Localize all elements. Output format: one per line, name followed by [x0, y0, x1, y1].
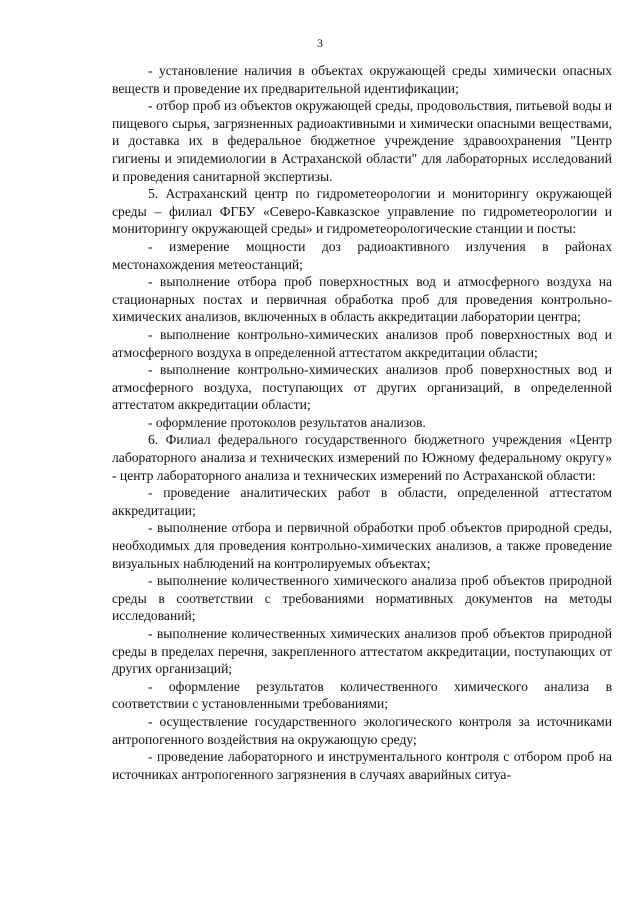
paragraph: - оформление протоколов результатов анализов.	[148, 414, 426, 430]
paragraph: - выполнение контрольно-химических анализов проб поверхностных вод и атмосферного воздуха, поступающих от других организаций, в определенной аттестатом аккредитации области;	[112, 362, 612, 413]
paragraph: - проведение лабораторного и инструментального контроля с отбором проб на источниках антропогенного загрязнения в случаях аварийных ситуа-	[112, 749, 612, 782]
paragraph: - измерение мощности доз радиоактивного излучения в районах местонахождения метеостанций;	[112, 238, 612, 272]
document-body	[112, 62, 612, 783]
paragraph: - отбор проб из объектов окружающей среды, продовольствия, питьевой воды и пищевого сырья, загрязненных радиоактивными и химически опасными веществами, и доставка их в федеральное бюджетное учреждение здравоохранения "Центр гигиены и эпидемиологии в Астраханской области" для лабораторных исследований и проведения санитарной экспертизы.	[112, 98, 612, 184]
paragraph: - выполнение количественных химических анализов проб объектов природной среды в пределах перечня, закрепленного аттестатом аккредитации, поступающих от других организаций;	[112, 626, 612, 677]
paragraph: - выполнение отбора и первичной обработки проб объектов природной среды, необходимых для проведения контрольно-химических анализов, а также проведение визуальных наблюдений на контролируемых объектах;	[112, 520, 612, 571]
paragraph: - установление наличия в объектах окружающей среды химически опасных веществ и проведение их предварительной идентификации;	[112, 63, 612, 96]
paragraph: 5. Астраханский центр по гидрометеорологии и мониторингу окружающей среды – филиал ФГБУ «Северо-Кавказское управление по гидрометеорологии и мониторингу окружающей среды» и гидрометеорологические станции и посты:	[112, 186, 612, 237]
paragraph: - выполнение контрольно-химических анализов проб поверхностных вод и атмосферного воздуха в определенной аттестатом аккредитации области;	[112, 326, 612, 360]
page-number: 3	[317, 36, 323, 50]
paragraph: - оформление результатов количественного химического анализа в соответствии с установленными требованиями;	[112, 678, 612, 712]
paragraph: - выполнение количественного химического анализа проб объектов природной среды в соответствии с требованиями нормативных документов на методы исследований;	[112, 573, 612, 624]
paragraph: 6. Филиал федерального государственного бюджетного учреждения «Центр лабораторного анализа и технических измерений по Южному федеральному округу» - центр лабораторного анализа и технических измерений по Астраханской области:	[112, 432, 612, 483]
paragraph: - выполнение отбора проб поверхностных вод и атмосферного воздуха на стационарных постах и первичная обработка проб для проведения контрольно-химических анализов, включенных в область аккредитации лаборатории центра;	[112, 274, 612, 325]
paragraph: - осуществление государственного экологического контроля за источниками антропогенного воздействия на окружающую среду;	[112, 713, 612, 747]
paragraph: - проведение аналитических работ в области, определенной аттестатом аккредитации;	[112, 485, 612, 518]
